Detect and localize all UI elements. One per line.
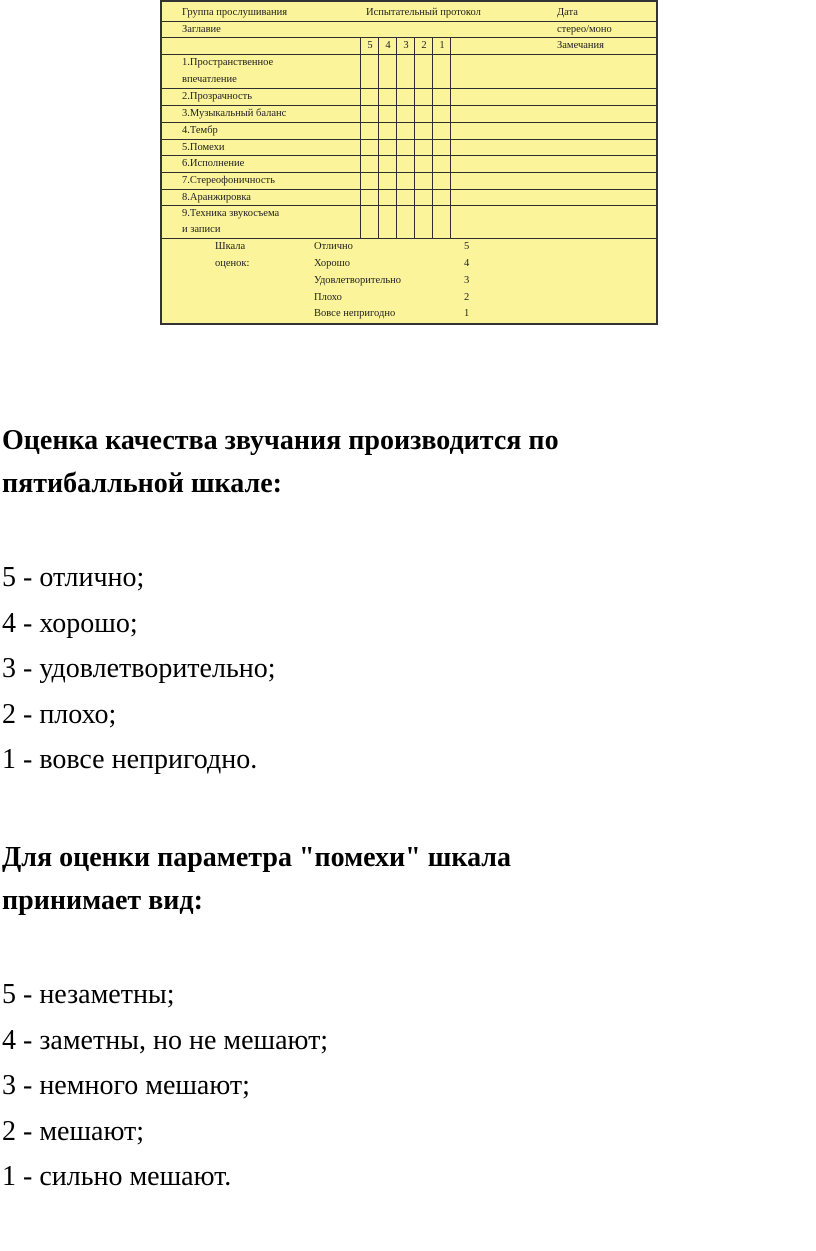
form-line <box>162 155 656 156</box>
heading-line: принимает вид: <box>2 885 203 916</box>
form-scale-label: оценок: <box>215 258 250 269</box>
list-item: 4 - заметны, но не мешают; <box>2 1024 329 1056</box>
form-line <box>162 189 656 190</box>
form-scale-score: 3 <box>464 275 470 286</box>
form-protocol-label: Испытательный протокол <box>366 7 481 18</box>
form-parameter-row: 3.Музыкальный баланс <box>182 108 287 119</box>
list-item: 5 - отлично; <box>2 562 145 593</box>
list-item: 2 - плохо; <box>2 698 117 730</box>
form-line <box>162 238 656 239</box>
heading-line: пятибалльной шкале: <box>2 468 282 499</box>
form-scale-item: Вовсе непригодно <box>314 308 396 319</box>
form-scale-score: 1 <box>464 308 470 319</box>
form-grade-header: 3 <box>403 40 409 51</box>
heading-line: Для оценки параметра "помехи" шкала <box>2 842 512 873</box>
form-parameter-row: 4.Тембр <box>182 125 218 136</box>
form-parameter-row: 8.Аранжировка <box>182 192 251 203</box>
form-scale-score: 4 <box>464 258 470 269</box>
form-parameter-row: 1.Пространственное <box>182 57 274 68</box>
form-date-label: Дата <box>557 7 578 18</box>
form-stereo-label: стерео/моно <box>557 24 612 35</box>
form-line <box>162 88 656 89</box>
form-group-label: Группа прослушивания <box>182 7 288 18</box>
form-line <box>162 172 656 173</box>
form-line <box>378 37 379 238</box>
form-line <box>162 21 656 22</box>
form-grade-header: 1 <box>439 40 445 51</box>
form-line <box>162 205 656 206</box>
form-grade-header: 4 <box>385 40 391 51</box>
quality-scale-list <box>2 555 275 783</box>
section-heading-scale <box>2 419 559 505</box>
noise-scale-list <box>2 972 328 1200</box>
list-item: 1 - сильно мешают. <box>2 1161 232 1192</box>
list-item: 5 - незаметны; <box>2 979 175 1010</box>
form-parameter-row: 2.Прозрачность <box>182 91 253 102</box>
form-scale-item: Отлично <box>314 241 353 252</box>
form-line <box>360 37 361 238</box>
heading-line: Оценка качества звучания производится по <box>2 425 559 456</box>
list-item: 3 - немного мешают; <box>2 1070 250 1101</box>
form-scale-label: Шкала <box>215 241 246 252</box>
form-line <box>162 37 656 38</box>
form-scale-item: Плохо <box>314 292 342 303</box>
form-parameter-row: 9.Техника звукосъема <box>182 208 280 219</box>
form-parameter-row: впечатление <box>182 74 237 85</box>
form-parameter-row: и записи <box>182 224 221 235</box>
form-scale-score: 2 <box>464 292 470 303</box>
form-line <box>162 54 656 55</box>
form-parameter-row: 5.Помехи <box>182 142 225 153</box>
form-line <box>414 37 415 238</box>
form-scale-item: Удовлетворительно <box>314 275 402 286</box>
list-item: 1 - вовсе непригодно. <box>2 744 258 775</box>
form-line <box>162 105 656 106</box>
form-grade-header: 2 <box>421 40 427 51</box>
form-grade-header: 5 <box>367 40 373 51</box>
form-line <box>432 37 433 238</box>
list-item: 2 - мешают; <box>2 1115 145 1147</box>
list-item: 3 - удовлетворительно; <box>2 653 276 684</box>
form-line <box>162 122 656 123</box>
form-line <box>450 37 451 238</box>
evaluation-protocol-form <box>160 0 658 325</box>
form-parameter-row: 6.Исполнение <box>182 158 245 169</box>
section-heading-noise <box>2 836 511 922</box>
form-scale-item: Хорошо <box>314 258 351 269</box>
form-line <box>162 139 656 140</box>
form-line <box>396 37 397 238</box>
form-parameter-row: 7.Стереофоничность <box>182 175 275 186</box>
form-scale-score: 5 <box>464 241 470 252</box>
list-item: 4 - хорошо; <box>2 607 138 639</box>
form-title-label: Заглавие <box>182 24 221 35</box>
form-remarks-label: Замечания <box>557 40 604 51</box>
